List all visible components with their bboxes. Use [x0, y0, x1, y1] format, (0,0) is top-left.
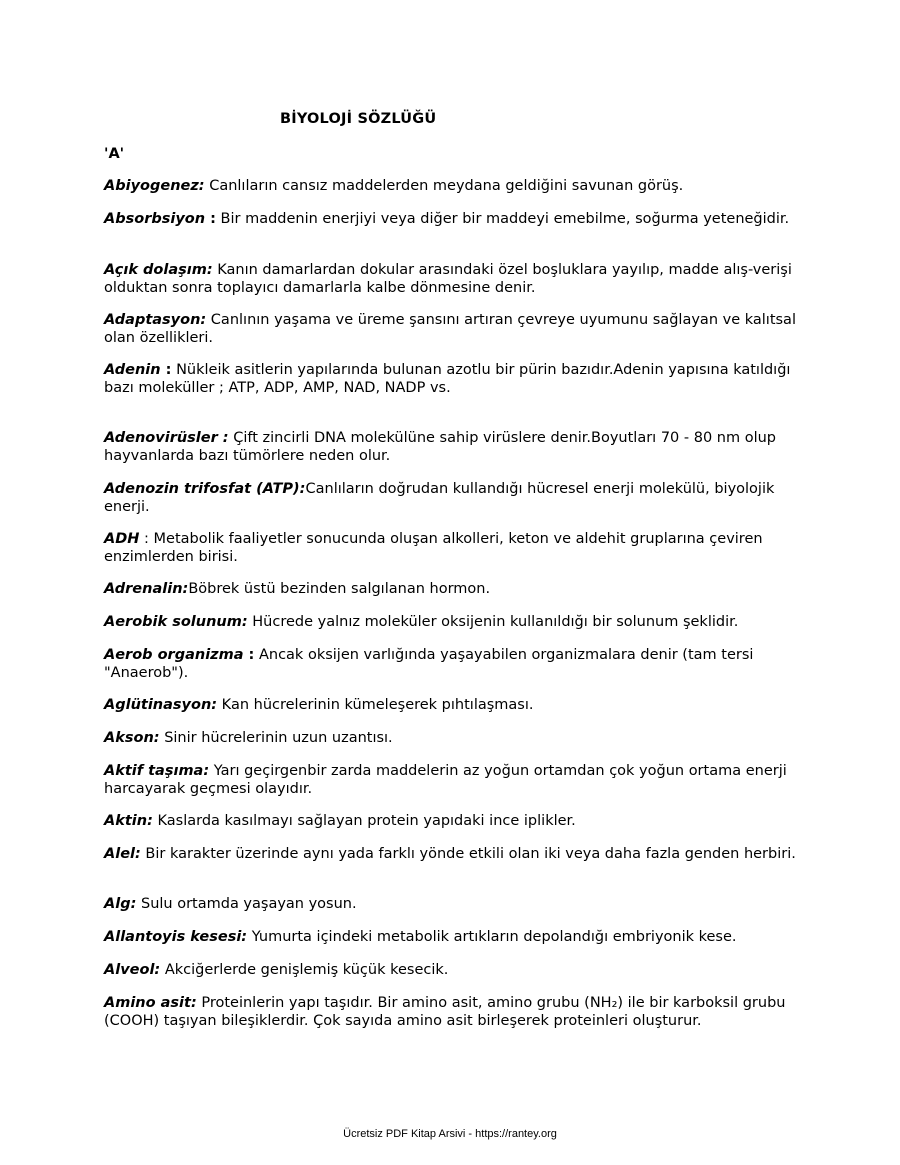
- entry-term: ADH: [104, 531, 140, 547]
- entry-separator: :: [160, 362, 172, 378]
- entry-definition: Sinir hücrelerinin uzun uzantısı.: [159, 730, 393, 746]
- glossary-entry: [104, 261, 804, 297]
- glossary-entry: [104, 361, 804, 397]
- entry-term: Adenin: [104, 362, 161, 378]
- glossary-entry: [104, 177, 804, 195]
- entry-definition: Canlının yaşama ve üreme şansını artıran çevreye uyumunu sağlayan ve kalıtsal olan özellikleri.: [104, 312, 796, 346]
- glossary-entry: [104, 845, 804, 863]
- entry-definition: Canlıların doğrudan kullandığı hücresel enerji molekülü, biyolojik enerji.: [104, 481, 775, 515]
- entry-definition: Kan hücrelerinin kümeleşerek pıhtılaşması.: [217, 697, 534, 713]
- entry-term: Alg:: [104, 896, 137, 912]
- entry-definition: Sulu ortamda yaşayan yosun.: [136, 896, 357, 912]
- glossary-entry: [104, 646, 804, 682]
- entry-definition: : Metabolik faaliyetler sonucunda oluşan alkolleri, keton ve aldehit gruplarına çeviren enzimlerden birisi.: [104, 531, 763, 565]
- entry-definition: Hücrede yalnız moleküler oksijenin kullanıldığı bir solunum şeklidir.: [247, 614, 739, 630]
- glossary-entry: [104, 812, 804, 830]
- entry-term: Absorbsiyon: [104, 211, 206, 227]
- page-footer: Ücretsiz PDF Kitap Arsivi - https://rantey.org: [343, 1128, 557, 1140]
- entry-term: Adenozin trifosfat (ATP):: [104, 481, 306, 497]
- entry-term: Açık dolaşım:: [104, 262, 213, 278]
- entry-term: Alel:: [104, 846, 141, 862]
- entry-term: Adenovirüsler :: [104, 430, 229, 446]
- entry-definition: Yumurta içindeki metabolik artıkların depolandığı embriyonik kese.: [247, 929, 737, 945]
- entry-definition: Akciğerlerde genişlemiş küçük kesecik.: [160, 962, 449, 978]
- entry-term: Aglütinasyon:: [104, 697, 218, 713]
- glossary-entry: [104, 928, 804, 946]
- entry-definition: Proteinlerin yapı taşıdır. Bir amino asit, amino grubu (NH₂) ile bir karboksil grubu (COOH) taşıyan bileşiklerdir. Çok sayıda amino asit birleşerek proteinleri oluşturur.: [104, 995, 786, 1029]
- entry-term: Allantoyis kesesi:: [104, 929, 248, 945]
- entry-definition: Ancak oksijen varlığında yaşayabilen organizmalara denir (tam tersi "Anaerob").: [104, 647, 754, 681]
- entry-separator: :: [243, 647, 255, 663]
- entry-definition: Kaslarda kasılmayı sağlayan protein yapıdaki ince iplikler.: [152, 813, 576, 829]
- page-title: BİYOLOJİ SÖZLÜĞÜ: [280, 111, 437, 127]
- glossary-entry: [104, 696, 804, 714]
- entry-term: Adaptasyon:: [104, 312, 207, 328]
- entry-definition: Nükleik asitlerin yapılarında bulunan azotlu bir pürin bazıdır.Adenin yapısına katıldığı bazı moleküller ; ATP, ADP, AMP, NAD, NADP vs.: [104, 362, 791, 396]
- glossary-entry: [104, 311, 804, 347]
- entry-definition: Kanın damarlardan dokular arasındaki özel boşluklara yayılıp, madde alış-verişi olduktan sonra toplayıcı damarlarla kalbe dönmesine denir.: [104, 262, 792, 296]
- glossary-entry: [104, 994, 804, 1030]
- entry-definition: Bir maddenin enerjiyi veya diğer bir maddeyi emebilme, soğurma yeteneğidir.: [215, 211, 790, 227]
- entry-definition: Çift zincirli DNA molekülüne sahip virüslere denir.Boyutları 70 - 80 nm olup hayvanlarda bazı tümörlere neden olur.: [104, 430, 776, 464]
- glossary-entry: [104, 480, 804, 516]
- glossary-entry: [104, 210, 804, 228]
- entry-term: Aktif taşıma:: [104, 763, 210, 779]
- glossary-entry: [104, 961, 804, 979]
- glossary-entry: [104, 762, 804, 798]
- glossary-entry: [104, 895, 804, 913]
- entry-definition: Böbrek üstü bezinden salgılanan hormon.: [188, 581, 491, 597]
- glossary-entry: [104, 530, 804, 566]
- entry-term: Aerobik solunum:: [104, 614, 248, 630]
- entry-term: Aerob organizma: [104, 647, 244, 663]
- entry-term: Alveol:: [104, 962, 161, 978]
- entry-separator: :: [205, 211, 216, 227]
- glossary-entry: [104, 429, 804, 465]
- section-letter: 'A': [104, 146, 125, 162]
- glossary-entry: [104, 580, 804, 598]
- entry-term: Akson:: [104, 730, 160, 746]
- glossary-entry: [104, 613, 804, 631]
- entry-term: Amino asit:: [104, 995, 197, 1011]
- glossary-entry: [104, 729, 804, 747]
- entry-term: Adrenalin:: [104, 581, 189, 597]
- entry-definition: Canlıların cansız maddelerden meydana geldiğini savunan görüş.: [204, 178, 684, 194]
- entry-definition: Yarı geçirgenbir zarda maddelerin az yoğun ortamdan çok yoğun ortama enerji harcayarak geçmesi olayıdır.: [104, 763, 787, 797]
- entry-term: Abiyogenez:: [104, 178, 205, 194]
- entry-term: Aktin:: [104, 813, 153, 829]
- entry-definition: Bir karakter üzerinde aynı yada farklı yönde etkili olan iki veya daha fazla genden herbiri.: [140, 846, 796, 862]
